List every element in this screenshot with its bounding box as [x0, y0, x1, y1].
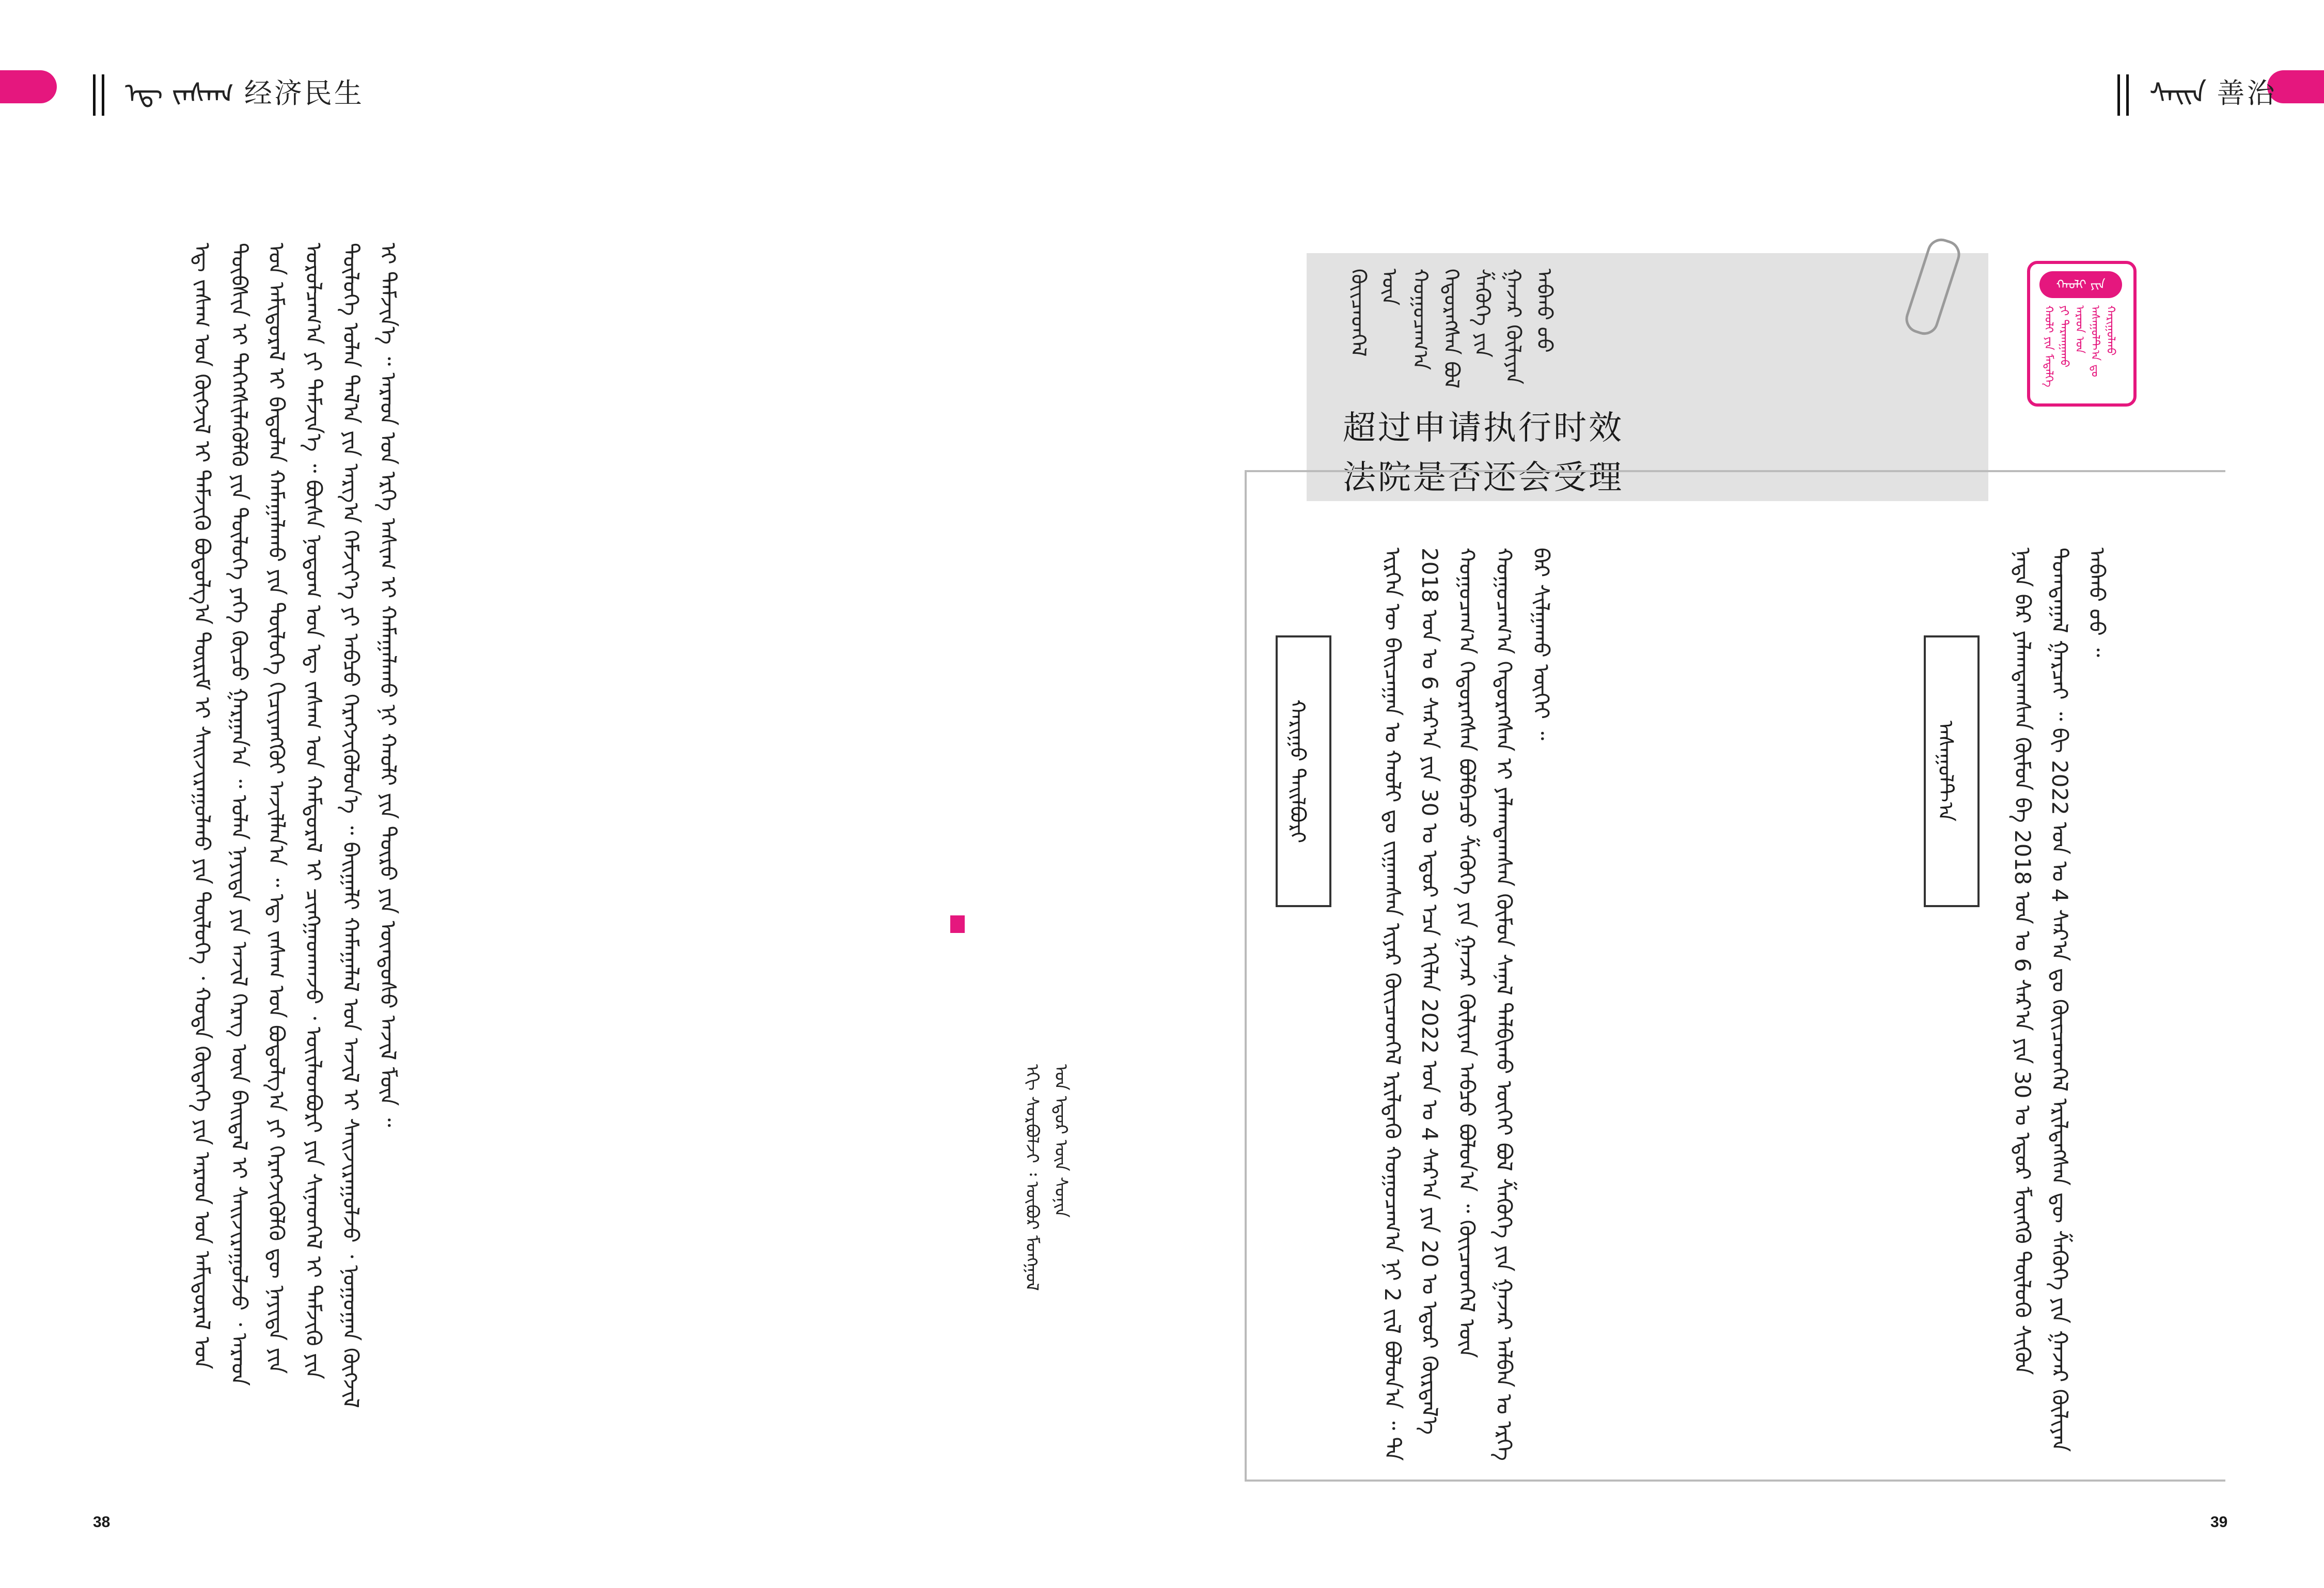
- title-mongolian: ᠭᠦᠢᠴᠡᠳᠬᠡᠯ ᠦᠨ ᠬᠤᠭᠤᠴᠠᠭ᠎ᠠ ᠬᠡᠲᠦᠷᠡᠭᠰᠡᠨ ᠪᠣᠯ ᠱᠡᠭᠦᠬᠡ ᠶᠢᠨ ᠭᠠᠵᠠᠷ ᠬᠦᠯᠢᠶᠡᠨ ᠠᠪᠬᠤ ᠤᠤ: [1346, 269, 1556, 395]
- answer-text: ᠢᠷᠭᠡᠨ ᠦ ᠪᠠᠢᠴᠠᠭᠠᠨ ᠤ ᠬᠠᠤᠯᠢ ᠳᠤ ᠵᠢᠭᠠᠭᠰᠠᠨ ᠢᠶᠡᠷ ᠭᠦᠢᠴᠡᠳᠬᠡᠯ ᠡᠷᠢᠯᠳᠡᠬᠦ ᠬᠤᠭᠤᠴᠠᠭ᠎ᠠ ᠨᠢ 2 ᠵᠢᠯ ᠪᠣᠯᠤᠨ᠎ᠠ ᠃ ᠲᠠ 2018 ᠣᠨ ᠤ 6 ᠰᠠᠷ᠎ᠠ ᠶᠢᠨ 30 ᠤ ᠡᠳᠦᠷ ᠡᠴᠡ ᠡᠬᠢᠯᠡᠨ 2022 ᠣᠨ ᠤ 4 ᠰᠠᠷ᠎ᠠ ᠶᠢᠨ 20 ᠤ ᠡᠳᠦᠷ ᠬᠦᠷᠲᠡᠯ᠎ᠡ ᠬᠤᠭᠤᠴᠠᠭ᠎ᠠ ᠬᠡᠲᠦᠷᠡᠭᠰᠡᠨ ᠪᠣᠯᠪᠠᠴᠤ ᠱᠡᠭᠦᠬᠡ ᠶᠢᠨ ᠭᠠᠵᠠᠷ ᠬᠦᠯᠢᠶᠡᠨ ᠠᠪᠴᠤ ᠪᠣᠯᠣᠨ᠎ᠠ ᠃ ᠭᠦᠢᠴᠡᠳᠬᠡᠯ ᠦᠨ ᠬᠤᠭᠤᠴᠠᠭ᠎ᠠ ᠬᠡᠲᠦᠷᠡᠭᠰᠡᠨ ᠢ ᠶᠠᠯᠠᠭᠳᠠᠭᠰᠠᠨ ᠬᠦᠮᠦᠨ ᠰᠠᠨᠠᠯ ᠲᠠᠯᠪᠢᠬᠤ ᠦᠭᠡᠢ ᠪᠣᠯ ᠱᠡᠭᠦᠬᠡ ᠶᠢᠨ ᠭᠠᠵᠠᠷ ᠠᠯᠪᠠᠨ ᠤ ᠡᠷᠬᠡ ᠪᠡᠷ ᠰᠢᠯᠭᠠᠬᠤ ᠦᠭᠡᠢ ᠃: [1380, 548, 1554, 1468]
- question-tag: ᠠᠰᠠᠭᠤᠯᠲ᠎ᠠ: [1924, 635, 1980, 907]
- right-header-mongolian: ᠰᠠᠢᠨ: [2149, 77, 2207, 110]
- title-chinese-line1: 超过申请执行时效: [1343, 409, 1624, 446]
- badge-text: ᠬᠠᠤᠯᠢ ᠶᠢᠨ ᠮᠡᠳᠡᠯᠭᠡ ᠶᠢ ᠲᠠᠷᠬᠠᠭᠠᠬᠤ ᠠᠷᠠᠳ ᠤᠨ ᠠᠰᠠᠭᠤᠯᠲ᠎ᠠ ᠳᠤ ᠬᠠᠷᠢᠭᠤᠯᠬᠤ: [2042, 305, 2117, 387]
- end-mark: [950, 915, 965, 933]
- badge-label: ᠬᠠᠤᠯᠢ ᠶᠢᠨ ᠠᠰᠠᠭᠤᠯᠲ᠎ᠠ: [2039, 271, 2122, 298]
- left-page-number: 38: [93, 1514, 111, 1531]
- mongolian-header-mark-right: [2117, 74, 2129, 116]
- right-header-chinese: 善治: [2217, 77, 2277, 110]
- mongolian-header-mark: [93, 74, 104, 116]
- title-chinese-line2: 法院是否还会受理: [1343, 459, 1624, 496]
- left-header-chinese: 经济民生: [244, 77, 364, 110]
- right-page-number: 39: [2210, 1514, 2228, 1531]
- left-header-mongolian: ᠡᠳ᠋ ᠵᠠᠰᠠᠭ: [125, 77, 234, 110]
- left-body-text: ᠡᠳ᠋ ᠵᠠᠰᠠᠭ ᠤᠨ ᠬᠦᠭᠵᠢᠯ ᠢ ᠳᠡᠮᠵᠢᠬᠦ ᠪᠣᠳᠣᠯᠭ᠎ᠠ ᠳᠦᠷᠢᠮ ᠢ ᠰᠠᠢᠵᠢᠷᠠᠭᠤᠯᠬᠤ ᠶᠢᠨ ᠲᠦᠯᠦᠭᠡ ᠂ ᠬᠣᠲᠠ ᠬᠥᠳᠡᠭᠡ ᠶᠢᠨ ᠠᠷᠠᠳ ᠤᠨ ᠠᠮᠢᠳᠤᠷᠠᠯ ᠤᠨ ᠲᠦᠪᠰᠢᠨ ᠢ ᠳᠡᠭᠡᠭᠰᠢᠯᠡᠭᠦᠯᠬᠦ ᠶᠢᠨ ᠲᠥᠯᠦᠭᠡ ᠶᠡᠬᠡ ᠬᠦᠴᠦ ᠭᠠᠷᠭᠠᠨ᠎ᠠ ᠃ ᠣᠯᠠᠨ ᠨᠡᠶᠢᠲᠡ ᠶᠢᠨ ᠠᠵᠢᠯ ᠬᠡᠷᠡᠭ ᠦᠨ ᠪᠠᠢᠳᠠᠯ ᠢ ᠰᠠᠢᠵᠢᠷᠠᠭᠤᠯᠵᠤ ᠂ ᠠᠷᠠᠳ ᠤᠨ ᠠᠮᠢᠳᠤᠷᠠᠯ ᠢ ᠪᠠᠲᠤᠯᠠᠨ ᠬᠠᠮᠠᠭᠠᠯᠠᠬᠤ ᠶᠢᠨ ᠲᠥᠯᠦᠭᠡ ᠬᠢᠴᠢᠶᠡᠩᠭᠦᠢ ᠠᠵᠢᠯᠯᠠᠨ᠎ᠠ ᠃ ᠡᠳ᠋ ᠵᠠᠰᠠᠭ ᠤᠨ ᠪᠣᠳᠣᠯᠭ᠎ᠠ ᠶᠢ ᠬᠡᠷᠡᠭᠵᠢᠭᠦᠯᠬᠦ ᠳᠦ ᠨᠡᠶᠢᠲᠡ ᠶᠢᠨ ᠣᠷᠣᠯᠴᠠᠭ᠎ᠠ ᠶᠢ ᠳᠡᠮᠵᠢᠨ᠎ᠡ ᠃ ᠪᠦᠰᠡ ᠨᠤᠲᠤᠭ ᠤᠨ ᠡᠳ᠋ ᠵᠠᠰᠠᠭ ᠤᠨ ᠬᠠᠮᠲᠤᠷᠠᠯ ᠢ ᠴᠢᠩᠭᠠᠳᠬᠠᠵᠤ ᠂ ᠦᠢᠯᠡᠳᠪᠦᠷᠢ ᠶᠢᠨ ᠰᠢᠨᠡᠳᠭᠡᠯ ᠢ ᠳᠡᠮᠵᠢᠬᠦ ᠶᠢᠨ ᠲᠥᠯᠦᠭᠡ ᠣᠯᠠᠨ ᠲᠠᠯ᠎ᠠ ᠶᠢᠨ ᠠᠷᠭ᠎ᠠ ᠬᠡᠮᠵᠢᠶ᠎ᠡ ᠶᠢ ᠠᠪᠴᠤ ᠬᠡᠷᠡᠭᠵᠢᠭᠦᠯᠦᠨ᠎ᠡ ᠃ ᠪᠠᠢᠭᠠᠯᠢ ᠬᠠᠮᠠᠭᠠᠯᠠᠯ ᠤᠨ ᠠᠵᠢᠯ ᠢ ᠰᠠᠢᠵᠢᠷᠠᠭᠤᠯᠵᠤ ᠂ ᠨᠤᠭᠤᠭᠠᠨ ᠬᠥᠭᠵᠢᠯ ᠢ ᠳᠡᠮᠵᠢᠨ᠎ᠡ ᠃ ᠠᠷᠠᠳ ᠤᠨ ᠡᠷᠬᠡ ᠠᠰᠢᠭ ᠢ ᠬᠠᠮᠠᠭᠠᠯᠠᠬᠤ ᠨᠢ ᠬᠠᠤᠯᠢ ᠶᠢᠨ ᠲᠥᠷᠥ ᠶᠢᠨ ᠦᠨᠳᠦᠰᠦ ᠠᠵᠢᠯ ᠮᠥᠨ ᠃: [190, 243, 401, 1415]
- left-page-tab: [0, 70, 57, 103]
- left-page-header: [93, 62, 364, 116]
- answer-tag: ᠬᠠᠷᠢᠭᠤ ᠲᠠᠢᠯᠪᠤᠷᠢ: [1276, 635, 1331, 907]
- law-qa-badge: [2027, 261, 2137, 407]
- right-page-header: [2117, 62, 2276, 116]
- source-note: ᠡᠬᠢ ᠰᠤᠷᠪᠤᠯᠵᠢ ᠄ ᠥᠪᠦᠷ ᠮᠣᠩᠭᠣᠯ ᠤᠨ ᠡᠳᠦᠷ ᠦᠨ ᠰᠣᠨᠢᠨ: [1022, 1064, 1071, 1297]
- question-text: ᠨᠠᠳᠠ ᠪᠡᠷ ᠶᠠᠯᠠᠭᠳᠠᠭᠰᠠᠨ ᠬᠦᠮᠦᠨ ᠪᠡ 2018 ᠣᠨ ᠤ 6 ᠰᠠᠷ᠎ᠠ ᠶᠢᠨ 30 ᠤ ᠡᠳᠦᠷ ᠮᠥᠩᠭᠦ ᠲᠥᠯᠥᠬᠦ ᠰᠢᠭᠦᠨ ᠲᠣᠭᠲᠠᠭᠠᠯ ᠭᠠᠷᠴᠠᠢ ᠃ ᠪᠢ 2022 ᠣᠨ ᠤ 4 ᠰᠠᠷ᠎ᠠ ᠳᠤ ᠭᠦᠢᠴᠡᠳᠬᠡᠯ ᠡᠷᠢᠯᠳᠡᠭᠰᠡᠨ ᠳᠦ ᠱᠡᠭᠦᠬᠡ ᠶᠢᠨ ᠭᠠᠵᠠᠷ ᠬᠦᠯᠢᠶᠡᠨ ᠠᠪᠬᠤ ᠤᠤ ᠃: [2010, 548, 2110, 1459]
